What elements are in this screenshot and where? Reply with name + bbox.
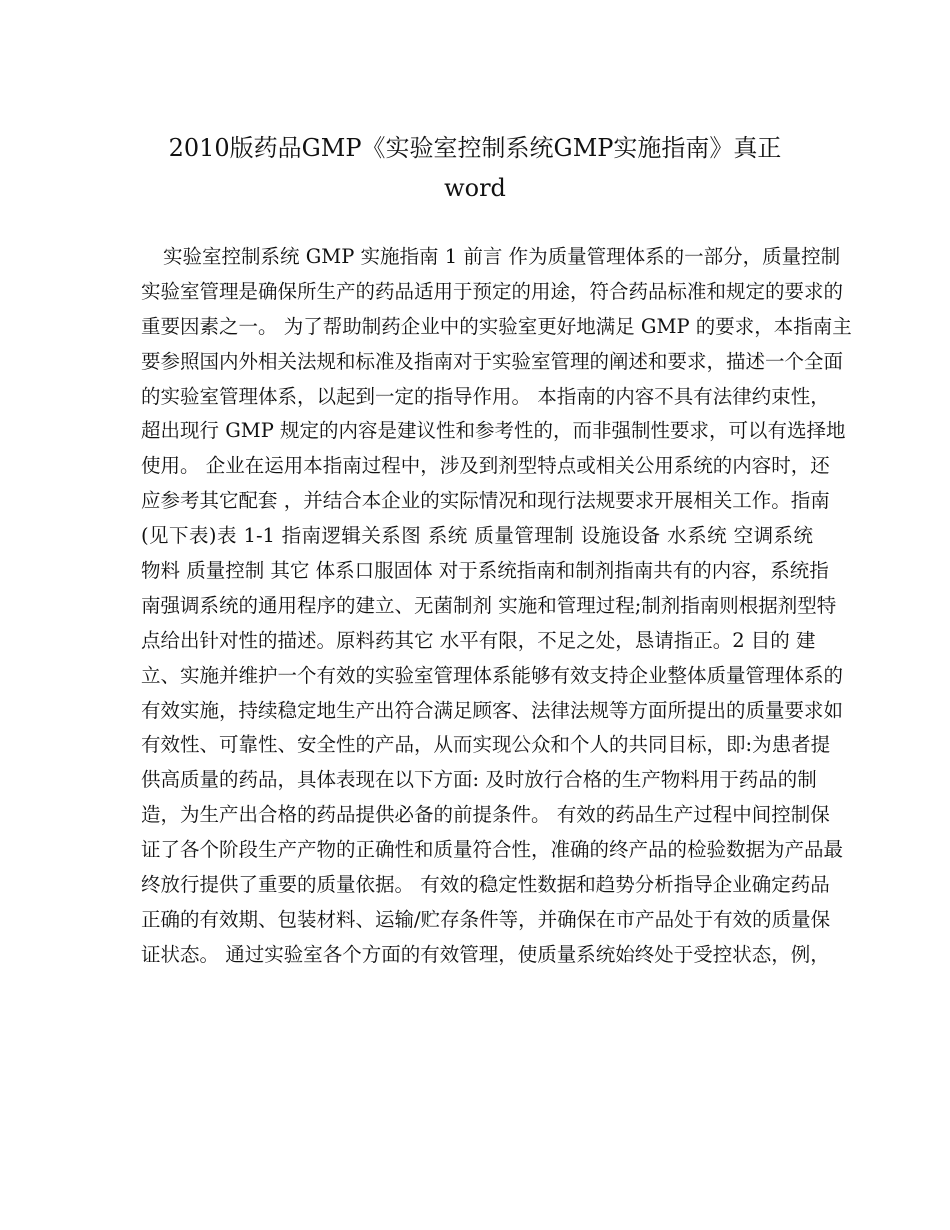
paragraph-line: 实验室控制系统 GMP 实施指南 1 前言 作为质量管理体系的一部分，质量控制 bbox=[163, 245, 841, 268]
document-body bbox=[141, 240, 852, 973]
paragraph-line: 应参考其它配套 ，并结合本企业的实际情况和现行法规要求开展相关工作。指南 bbox=[141, 489, 830, 513]
paragraph-line: 实验室管理是确保所生产的药品适用于预定的用途，符合药品标准和规定的要求的 bbox=[141, 279, 844, 303]
paragraph-line: 正确的有效期、包装材料、运输/贮存条件等，并确保在市产品处于有效的质量保 bbox=[141, 907, 831, 931]
paragraph-line: 物料 质量控制 其它 体系口服固体 对于系统指南和制剂指南共有的内容，系统指 bbox=[141, 559, 829, 583]
paragraph-line: 造，为生产出合格的药品提供必备的前提条件。 有效的药品生产过程中间控制保 bbox=[141, 803, 830, 827]
paragraph-line: 要参照国内外相关法规和标准及指南对于实验室管理的阐述和要求，描述一个全面 bbox=[141, 349, 844, 373]
paragraph-line: 重要因素之一。 为了帮助制药企业中的实验室更好地满足 GMP 的要求，本指南主 bbox=[141, 314, 852, 338]
document-title: 2010版药品GMP《实验室控制系统GMP实施指南》真正 bbox=[168, 134, 782, 162]
paragraph-line: (见下表)表 1-1 指南逻辑关系图 系统 质量管理制 设施设备 水系统 空调系统 bbox=[141, 524, 813, 548]
paragraph-line: 终放行提供了重要的质量依据。 有效的稳定性数据和趋势分析指导企业确定药品 bbox=[141, 873, 830, 897]
paragraph-line: 证状态。 通过实验室各个方面的有效管理，使质量系统始终处于受控状态，例， bbox=[141, 942, 830, 966]
paragraph-line: 超出现行 GMP 规定的内容是建议性和参考性的，而非强制性要求，可以有选择地 bbox=[141, 419, 846, 443]
paragraph-line: 证了各个阶段生产产物的正确性和质量符合性，准确的终产品的检验数据为产品最 bbox=[141, 838, 844, 862]
paragraph-line: 南强调系统的通用程序的建立、无菌制剂 实施和管理过程;制剂指南则根据剂型特 bbox=[141, 593, 837, 617]
paragraph-line: 点给出针对性的描述。原料药其它 水平有限，不足之处，恳请指正。2 目的 建 bbox=[141, 628, 816, 652]
paragraph-line: 立、实施并维护一个有效的实验室管理体系能够有效支持企业整体质量管理体系的 bbox=[141, 663, 844, 687]
paragraph-line: 使用。 企业在运用本指南过程中，涉及到剂型特点或相关公用系统的内容时，还 bbox=[141, 454, 830, 478]
paragraph-line: 供高质量的药品，具体表现在以下方面: 及时放行合格的生产物料用于药品的制 bbox=[141, 768, 817, 792]
paragraph-line: 有效实施，持续稳定地生产出符合满足顾客、法律法规等方面所提出的质量要求如 bbox=[141, 698, 844, 722]
paragraph-line: 有效性、可靠性、安全性的产品，从而实现公众和个人的共同目标，即:为患者提 bbox=[141, 733, 831, 757]
paragraph-line: 的实验室管理体系，以起到一定的指导作用。 本指南的内容不具有法律约束性， bbox=[141, 384, 830, 408]
document-title-continued: word bbox=[444, 174, 506, 202]
